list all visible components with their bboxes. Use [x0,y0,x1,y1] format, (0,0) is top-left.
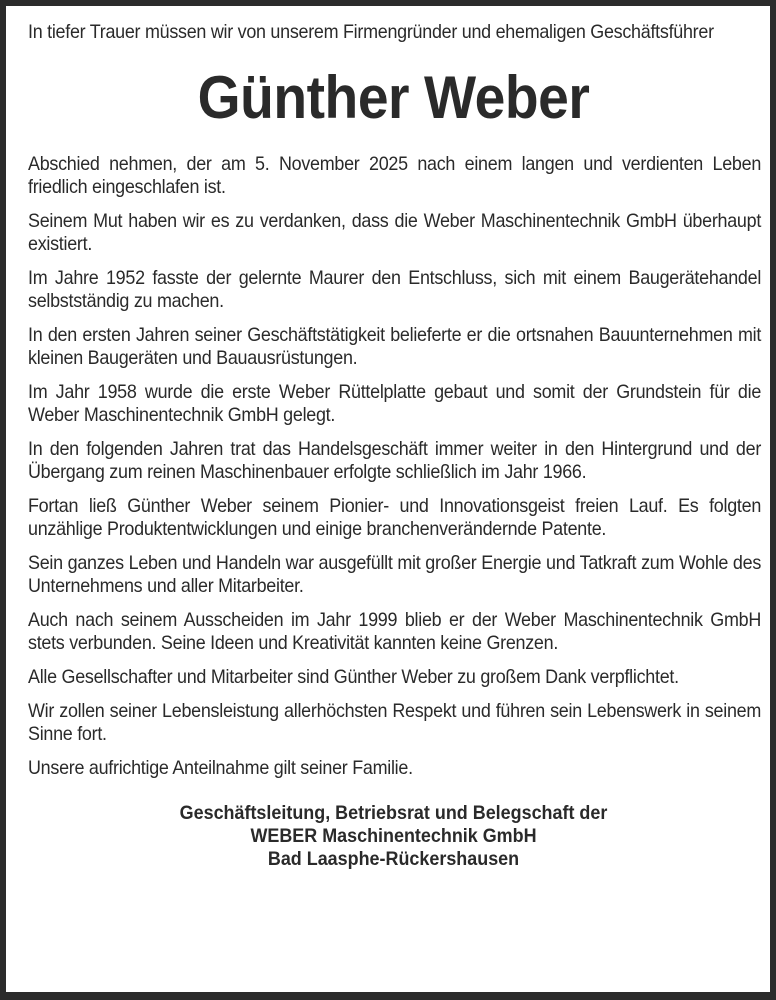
signature-company: WEBER Maschinentechnik GmbH [250,825,537,847]
obituary-notice [6,6,770,992]
signature-line-1: Geschäftsleitung, Betriebsrat und Belegschaft der [179,802,608,824]
paragraph: Im Jahr 1958 wurde die erste Weber Rüttelplatte gebaut und somit der Grundstein für die Weber Maschinentechnik GmbH gelegt. [28,381,762,426]
paragraph: Wir zollen seiner Lebensleistung allerhöchsten Respekt und führen sein Lebenswerk in seinem Sinne fort. [28,700,762,745]
paragraph: Im Jahre 1952 fasste der gelernte Maurer den Entschluss, sich mit einem Baugerätehandel selbstständig zu machen. [28,267,762,312]
signature-block [57,802,730,871]
paragraph: In den ersten Jahren seiner Geschäftstätigkeit belieferte er die ortsnahen Bauunternehmen mit kleinen Baugeräten und Bauausrüstungen. [28,324,762,369]
paragraph: Auch nach seinem Ausscheiden im Jahr 1999 blieb er der Weber Maschinentechnik GmbH stets verbunden. Seine Ideen und Kreativität kannten keine Grenzen. [28,609,762,654]
paragraph: Alle Gesellschafter und Mitarbeiter sind Günther Weber zu großem Dank verpflichtet. [28,666,679,688]
paragraph: Sein ganzes Leben und Handeln war ausgefüllt mit großer Energie und Tatkraft zum Wohle des Unternehmens und aller Mitarbeiter. [28,552,762,597]
notice-body [28,153,762,780]
paragraph: Abschied nehmen, der am 5. November 2025 nach einem langen und verdienten Leben friedlich eingeschlafen ist. [28,153,762,198]
paragraph: Seinem Mut haben wir es zu verdanken, dass die Weber Maschinentechnik GmbH überhaupt existiert. [28,210,762,255]
paragraph: Fortan ließ Günther Weber seinem Pionier- und Innovationsgeist freien Lauf. Es folgten unzählige Produktentwicklungen und einige branchenverändernde Patente. [28,495,762,540]
deceased-name: Günther Weber [197,64,590,131]
intro-text: In tiefer Trauer müssen wir von unserem Firmengründer und ehemaligen Geschäftsführer [28,21,714,43]
signature-location: Bad Laasphe-Rückershausen [267,848,520,870]
paragraph: In den folgenden Jahren trat das Handelsgeschäft immer weiter in den Hintergrund und der Übergang zum reinen Maschinenbauer erfolgte schließlich im Jahr 1966. [28,438,762,483]
paragraph: Unsere aufrichtige Anteilnahme gilt seiner Familie. [28,757,413,779]
